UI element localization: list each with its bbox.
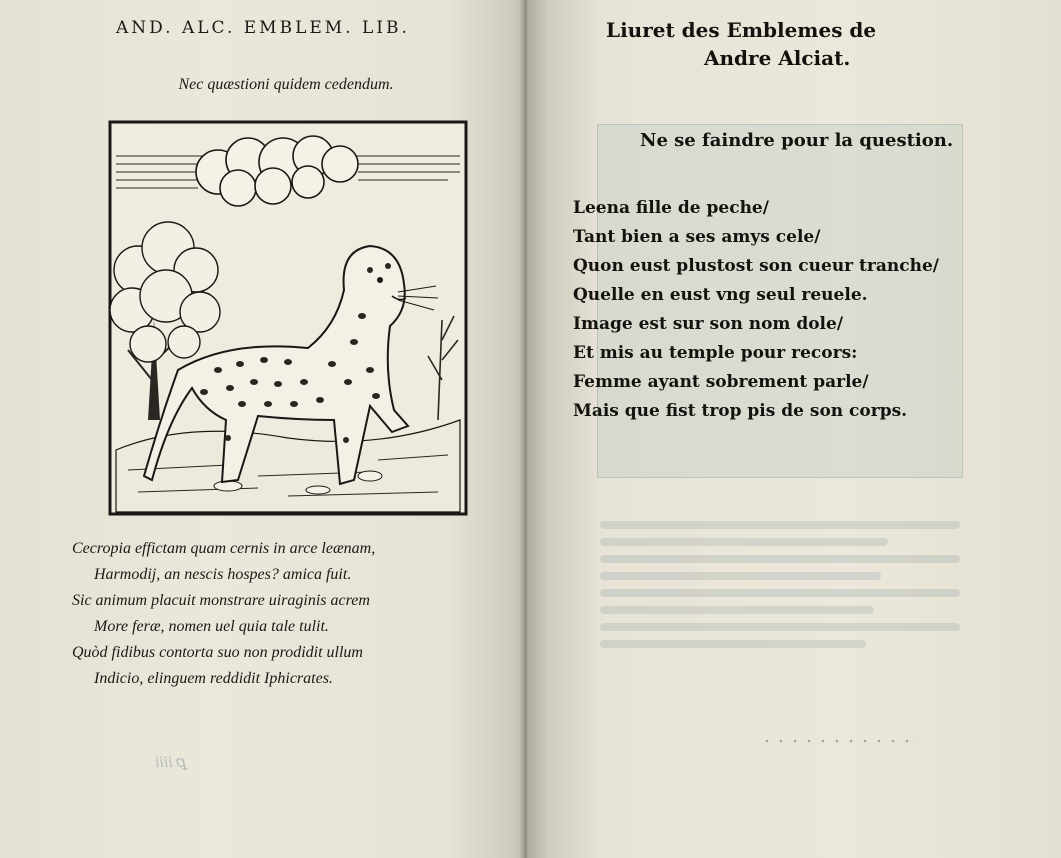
french-verse-line: Image est sur son nom dole/: [573, 314, 844, 334]
latin-verse-line: More feræ, nomen uel quia tale tulit.: [94, 618, 329, 635]
french-motto: Ne se faindre pour la question.: [640, 130, 954, 151]
leopard-woodcut-illustration: [108, 120, 468, 516]
bleed-through-signature-mark: ꝑ iiii: [155, 754, 187, 771]
french-verse-line: Quelle en eust vng seul reuele.: [573, 285, 868, 305]
latin-verse: [72, 536, 492, 692]
french-verse-line: Quon eust plustost son cueur tranche/: [573, 256, 939, 276]
running-head: AND. ALC. EMBLEM. LIB.: [116, 18, 410, 38]
latin-motto: Nec quæstioni quidem cedendum.: [178, 76, 394, 93]
french-title: [606, 16, 896, 72]
french-title-line: Liuret des Emblemes de: [606, 18, 877, 42]
latin-verse-line: Indicio, elinguem reddidit Iphicrates.: [94, 670, 333, 687]
latin-verse-line: Sic animum placuit monstrare uiraginis acrem: [72, 592, 370, 609]
french-verse-line: Et mis au temple pour recors:: [573, 343, 858, 363]
latin-verse-line: Quòd fidibus contorta suo non prodidit ullum: [72, 644, 363, 661]
french-verse: [573, 194, 973, 426]
french-verse-line: Leena fille de peche/: [573, 198, 769, 218]
french-verse-line: Mais que fist trop pis de son corps.: [573, 401, 908, 421]
french-verse-line: Tant bien a ses amys cele/: [573, 227, 821, 247]
french-title-line: Andre Alciat.: [704, 46, 851, 70]
latin-verse-line: Cecropia effictam quam cernis in arce leænam,: [72, 540, 376, 557]
latin-verse-line: Harmodij, an nescis hospes? amica fuit.: [94, 566, 352, 583]
left-page: [0, 0, 527, 858]
woodcut-svg: [108, 120, 468, 516]
paper-specks: [760, 736, 920, 746]
french-verse-line: Femme ayant sobrement parle/: [573, 372, 869, 392]
bleed-through-text: [600, 512, 960, 657]
